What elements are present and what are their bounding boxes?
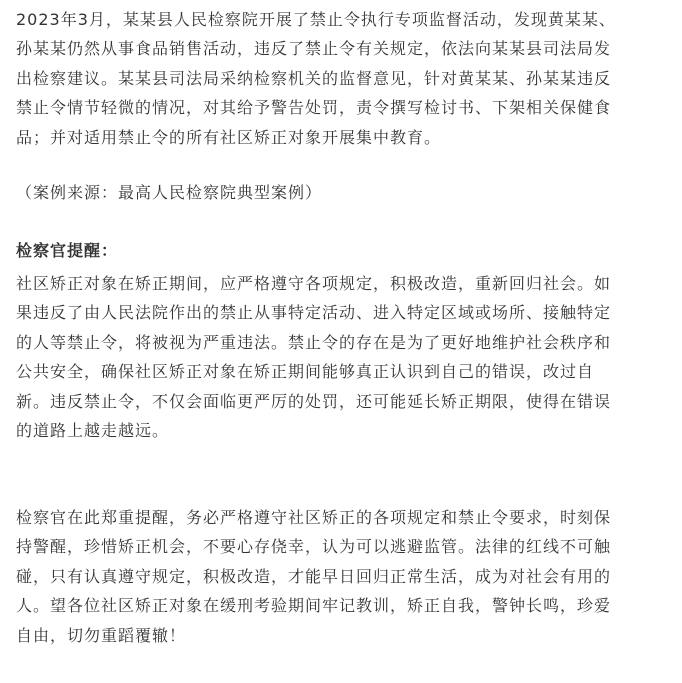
case-source-note: （案例来源：最高人民检察院典型案例） [16,183,323,202]
reminder-paragraph-2 [16,503,674,650]
reminder-paragraph-line: 社区矫正对象在矫正期间，应严格遵守各项规定，积极改造，重新回归社会。如 [16,274,612,293]
reminder-heading: 检察官提醒： [16,241,119,260]
case-paragraph-line: 孙某某仍然从事食品销售活动，违反了禁止令有关规定，依法向某某县司法局发 [16,39,612,59]
reminder-paragraph-line: 碰，只有认真遵守规定，积极改造，才能早日回归正常生活，成为对社会有用的 [16,566,612,586]
case-paragraph [16,5,674,152]
case-paragraph-line: 出检察建议。某某县司法局采纳检察机关的监督意见，针对黄某某、孙某某违反 [16,68,612,88]
reminder-paragraph-line: 的人等禁止令，将被视为严重违法。禁止令的存在是为了更好地维护社会秩序和 [16,332,612,352]
reminder-paragraph-1 [16,269,674,445]
reminder-paragraph-line: 人。望各位社区矫正对象在缓刑考验期间牢记教训，矫正自我，警钟长鸣，珍爱 [16,596,612,616]
reminder-paragraph-line: 的道路上越走越远。 [16,421,170,441]
case-paragraph-line: 2023年3月，某某县人民检察院开展了禁止令执行专项监督活动，发现黄某某、 [16,10,616,29]
reminder-paragraph-line: 果违反了由人民法院作出的禁止从事特定活动、进入特定区域或场所、接触特定 [16,303,612,323]
reminder-paragraph-line: 公共安全，确保社区矫正对象在矫正期间能够真正认识到自己的错误，改过自 [16,362,595,382]
reminder-paragraph-line: 检察官在此郑重提醒，务必严格遵守社区矫正的各项规定和禁止令要求，时刻保 [16,508,612,527]
reminder-paragraph-line: 新。违反禁止令，不仅会面临更严厉的处罚，还可能延长矫正期限，使得在错误 [16,391,612,411]
case-paragraph-line: 品；并对适用禁止令的所有社区矫正对象开展集中教育。 [16,127,442,147]
reminder-paragraph-line: 持警醒，珍惜矫正机会，不要心存侥幸，认为可以逃避监管。法律的红线不可触 [16,537,612,557]
case-paragraph-line: 禁止令情节轻微的情况，对其给予警告处罚，责令撰写检讨书、下架相关保健食 [16,98,612,118]
reminder-paragraph-line: 自由，切勿重蹈覆辙！ [16,625,187,645]
